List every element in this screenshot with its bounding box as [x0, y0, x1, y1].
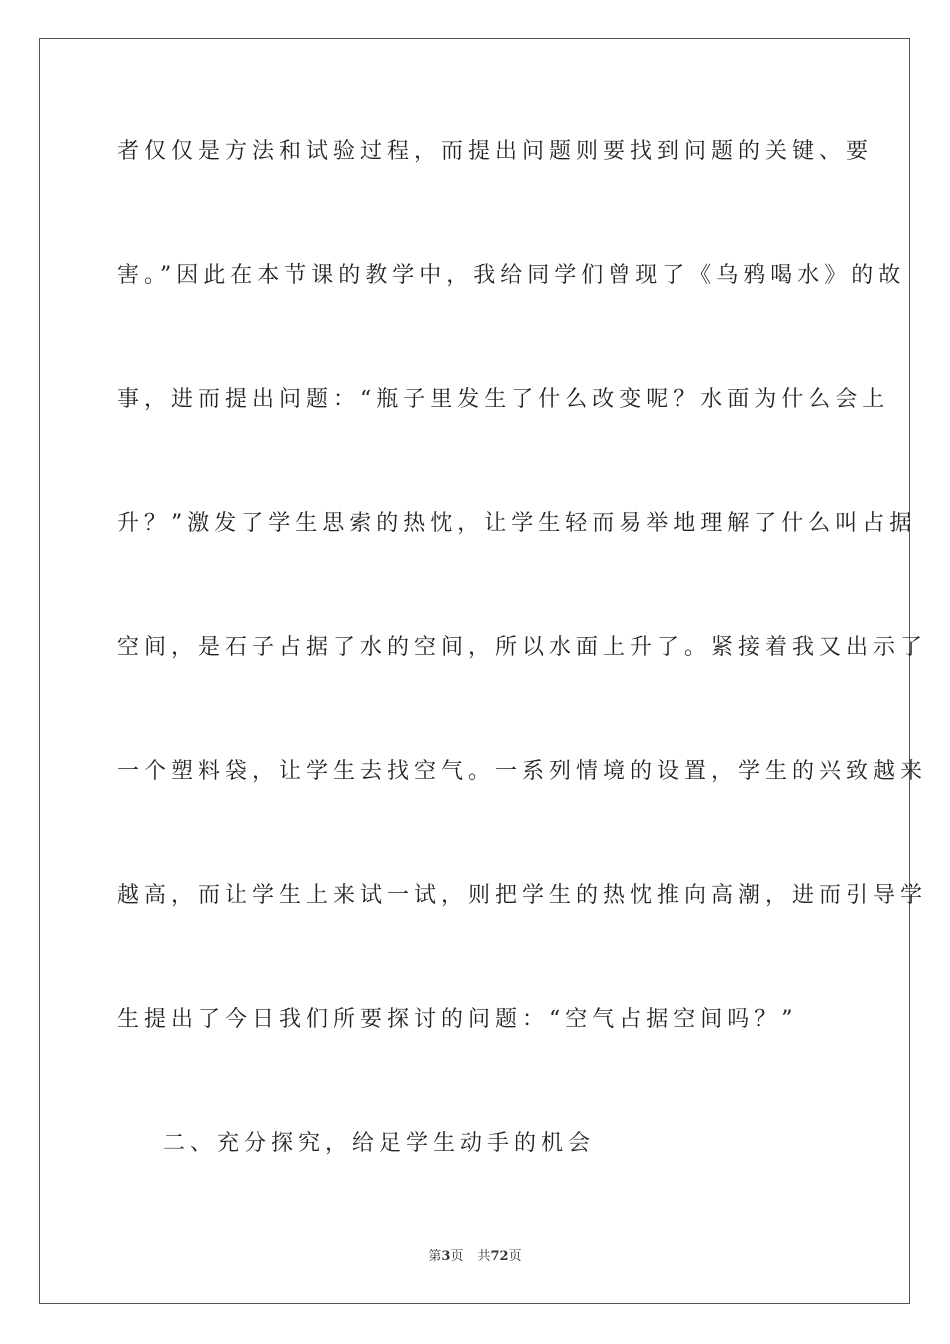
text-line: 越高，而让学生上来试一试，则把学生的热忱推向高潮，进而引导学 [117, 883, 928, 908]
page-frame [39, 38, 928, 1304]
text-line: 事，进而提出问题：“瓶子里发生了什么改变呢？水面为什么会上 [117, 387, 890, 412]
text-line: 生提出了今日我们所要探讨的问题：“空气占据空间吗？” [117, 1007, 798, 1032]
text-line: 空间，是石子占据了水的空间，所以水面上升了。紧接着我又出示了 [117, 635, 928, 660]
section-heading: 二、充分探究，给足学生动手的机会 [163, 1131, 596, 1156]
page-suffix: 页 [450, 1249, 464, 1264]
total-suffix: 页 [508, 1249, 522, 1264]
text-line: 者仅仅是方法和试验过程，而提出问题则要找到问题的关键、要 [117, 139, 874, 164]
total-pages: 72 [490, 1249, 509, 1264]
page-prefix: 第 [428, 1249, 442, 1264]
text-line: 害。”因此在本节课的教学中，我给同学们曾现了《乌鸦喝水》的故 [117, 263, 906, 288]
text-line: 升？”激发了学生思索的热忱，让学生轻而易举地理解了什么叫占据 [117, 511, 917, 536]
total-prefix: 共 [477, 1249, 491, 1264]
page-footer [0, 1248, 950, 1266]
page-number: 3 [441, 1249, 451, 1264]
text-line: 一个塑料袋，让学生去找空气。一系列情境的设置，学生的兴致越来 [117, 759, 928, 784]
